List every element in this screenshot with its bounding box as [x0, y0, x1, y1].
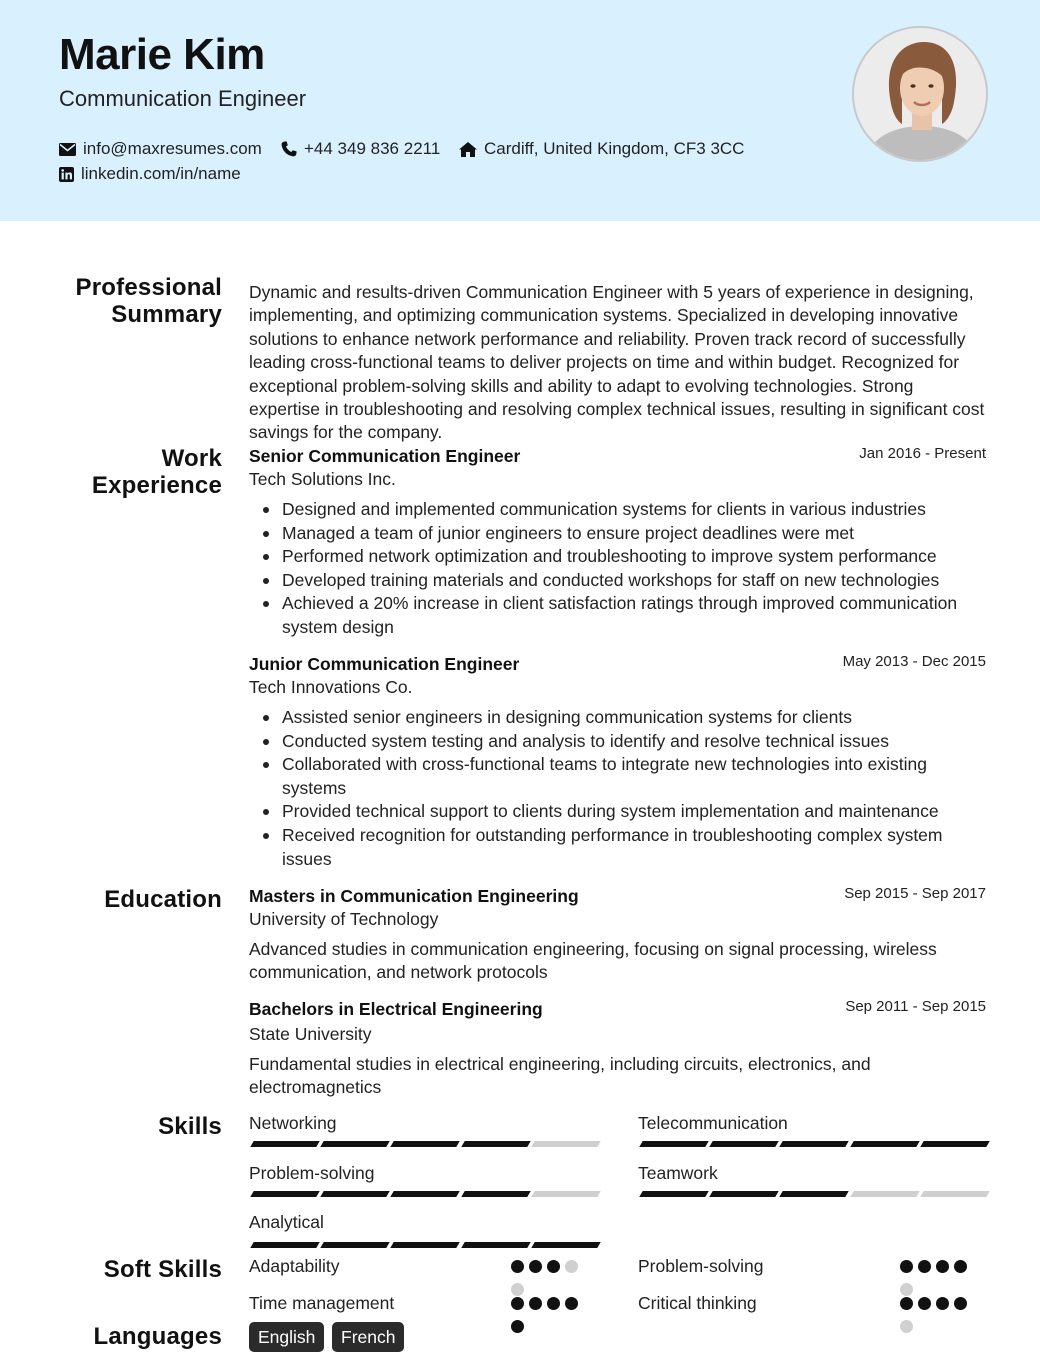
list-item: Managed a team of junior engineers to ensure project deadlines were met — [282, 522, 992, 546]
job-title: Senior Communication Engineer — [249, 446, 521, 466]
degree-title: Bachelors in Electrical Engineering — [249, 999, 543, 1019]
skill-level-segment — [320, 1191, 390, 1197]
job-bullets — [282, 706, 992, 871]
education-description: Advanced studies in communication engineering, focusing on signal processing, wireless communication, and network protocols — [249, 939, 937, 983]
header-banner — [0, 0, 1040, 221]
skill-label: Teamwork — [638, 1163, 718, 1183]
rating-dot — [565, 1297, 578, 1310]
rating-dot — [511, 1283, 524, 1296]
rating-dot — [547, 1260, 560, 1273]
candidate-name: Marie Kim — [59, 30, 265, 79]
skill-level-bar — [252, 1191, 599, 1197]
soft-skill-rating — [900, 1260, 970, 1296]
skill-level-bar — [252, 1242, 599, 1248]
language-tag: English — [249, 1322, 324, 1352]
skill-level-segment — [639, 1191, 709, 1197]
skill-level-segment — [391, 1191, 461, 1197]
education-description: Fundamental studies in electrical engineering, including circuits, electronics, and electromagnetics — [249, 1054, 871, 1098]
school-name: University of Technology — [249, 909, 439, 929]
rating-dot — [900, 1297, 913, 1310]
rating-dot — [900, 1283, 913, 1296]
skill-level-segment — [461, 1141, 531, 1147]
address-contact — [459, 139, 744, 159]
rating-dot — [547, 1297, 560, 1310]
soft-skill-rating — [900, 1297, 970, 1333]
list-item: Provided technical support to clients during system implementation and maintenance — [282, 800, 992, 824]
skill-label: Analytical — [249, 1212, 324, 1232]
skill-level-segment — [639, 1141, 709, 1147]
rating-dot — [511, 1297, 524, 1310]
skill-level-segment — [320, 1242, 390, 1248]
job-company: Tech Innovations Co. — [249, 677, 413, 697]
skill-level-segment — [320, 1141, 390, 1147]
list-item: Achieved a 20% increase in client satisfaction ratings through improved communication system design — [282, 592, 992, 639]
skill-level-segment — [709, 1141, 779, 1147]
rating-dot — [918, 1297, 931, 1310]
list-item: Received recognition for outstanding performance in troubleshooting complex system issues — [282, 824, 992, 871]
list-item: Developed training materials and conducted workshops for staff on new technologies — [282, 569, 992, 593]
skill-label: Problem-solving — [249, 1163, 375, 1183]
job-bullets — [282, 498, 992, 640]
education-date: Sep 2015 - Sep 2017 — [844, 885, 986, 902]
skill-level-segment — [531, 1141, 601, 1147]
skill-level-segment — [461, 1242, 531, 1248]
skill-level-bar — [641, 1191, 988, 1197]
summary-text: Dynamic and results-driven Communication Engineer with 5 years of experience in designing, implementing, and optimizing communication systems. Specialized in developing innovative solutions to enhance network performance and reliability. Proven track record of successfully leading cross-functional teams to deliver projects on time and within budget. Recognized for exceptional problem-solving skills and ability to adapt to evolving technologies. Strong expertise in troubleshooting and resolving complex technical issues, resulting in significant cost savings for the company. — [249, 282, 985, 443]
list-item: Performed network optimization and troubleshooting to improve system performance — [282, 545, 992, 569]
skill-level-segment — [391, 1242, 461, 1248]
email-contact[interactable] — [59, 139, 262, 159]
home-icon — [459, 142, 477, 157]
envelope-icon — [59, 143, 76, 156]
skill-level-segment — [250, 1191, 320, 1197]
rating-dot — [511, 1320, 524, 1333]
job-date: Jan 2016 - Present — [859, 445, 986, 462]
work-heading: Work Experience — [91, 445, 222, 499]
soft-skill-label: Adaptability — [249, 1256, 340, 1276]
linkedin-text: linkedin.com/in/name — [81, 164, 241, 183]
soft-skills-heading: Soft Skills — [103, 1256, 222, 1283]
skill-level-segment — [920, 1191, 990, 1197]
rating-dot — [900, 1260, 913, 1273]
skill-level-segment — [250, 1141, 320, 1147]
degree-title: Masters in Communication Engineering — [249, 886, 579, 906]
rating-dot — [954, 1297, 967, 1310]
skill-label: Telecommunication — [638, 1113, 788, 1133]
rating-dot — [529, 1260, 542, 1273]
skill-level-segment — [531, 1242, 601, 1248]
skill-level-segment — [461, 1191, 531, 1197]
skill-level-segment — [850, 1141, 920, 1147]
languages-heading: Languages — [93, 1323, 222, 1350]
language-tag: French — [332, 1322, 404, 1352]
rating-dot — [565, 1260, 578, 1273]
summary-heading: Professional Summary — [75, 274, 222, 328]
rating-dot — [529, 1297, 542, 1310]
list-item: Designed and implemented communication systems for clients in various industries — [282, 498, 992, 522]
rating-dot — [936, 1260, 949, 1273]
skill-level-segment — [850, 1191, 920, 1197]
soft-skill-rating — [511, 1297, 581, 1333]
education-date: Sep 2011 - Sep 2015 — [845, 998, 986, 1015]
rating-dot — [954, 1260, 967, 1273]
education-heading: Education — [104, 886, 222, 913]
list-item: Assisted senior engineers in designing communication systems for clients — [282, 706, 992, 730]
rating-dot — [900, 1320, 913, 1333]
phone-contact[interactable] — [281, 139, 440, 159]
job-date: May 2013 - Dec 2015 — [842, 653, 986, 670]
email-text: info@maxresumes.com — [83, 139, 262, 158]
rating-dot — [511, 1260, 524, 1273]
linkedin-contact[interactable] — [59, 164, 241, 184]
soft-skill-label: Critical thinking — [638, 1293, 757, 1313]
skill-level-bar — [252, 1141, 599, 1147]
skill-level-segment — [780, 1191, 850, 1197]
phone-icon — [281, 141, 297, 157]
rating-dot — [936, 1297, 949, 1310]
linkedin-icon — [59, 167, 74, 182]
skills-heading: Skills — [158, 1113, 222, 1140]
rating-dot — [918, 1260, 931, 1273]
soft-skill-label: Time management — [249, 1293, 395, 1313]
candidate-title: Communication Engineer — [59, 86, 307, 111]
list-item: Conducted system testing and analysis to identify and resolve technical issues — [282, 730, 992, 754]
school-name: State University — [249, 1024, 372, 1044]
job-company: Tech Solutions Inc. — [249, 469, 396, 489]
skill-level-segment — [780, 1141, 850, 1147]
skill-level-segment — [531, 1191, 601, 1197]
soft-skill-label: Problem-solving — [638, 1256, 764, 1276]
skill-level-segment — [250, 1242, 320, 1248]
job-title: Junior Communication Engineer — [249, 654, 520, 674]
skill-level-segment — [709, 1191, 779, 1197]
skill-label: Networking — [249, 1113, 337, 1133]
profile-photo — [852, 26, 988, 162]
phone-text: +44 349 836 2211 — [304, 139, 441, 158]
skill-level-segment — [920, 1141, 990, 1147]
soft-skill-rating — [511, 1260, 581, 1296]
skill-level-bar — [641, 1141, 988, 1147]
address-text: Cardiff, United Kingdom, CF3 3CC — [484, 139, 745, 158]
list-item: Collaborated with cross-functional teams to integrate new technologies into existing systems — [282, 753, 992, 800]
skill-level-segment — [391, 1141, 461, 1147]
